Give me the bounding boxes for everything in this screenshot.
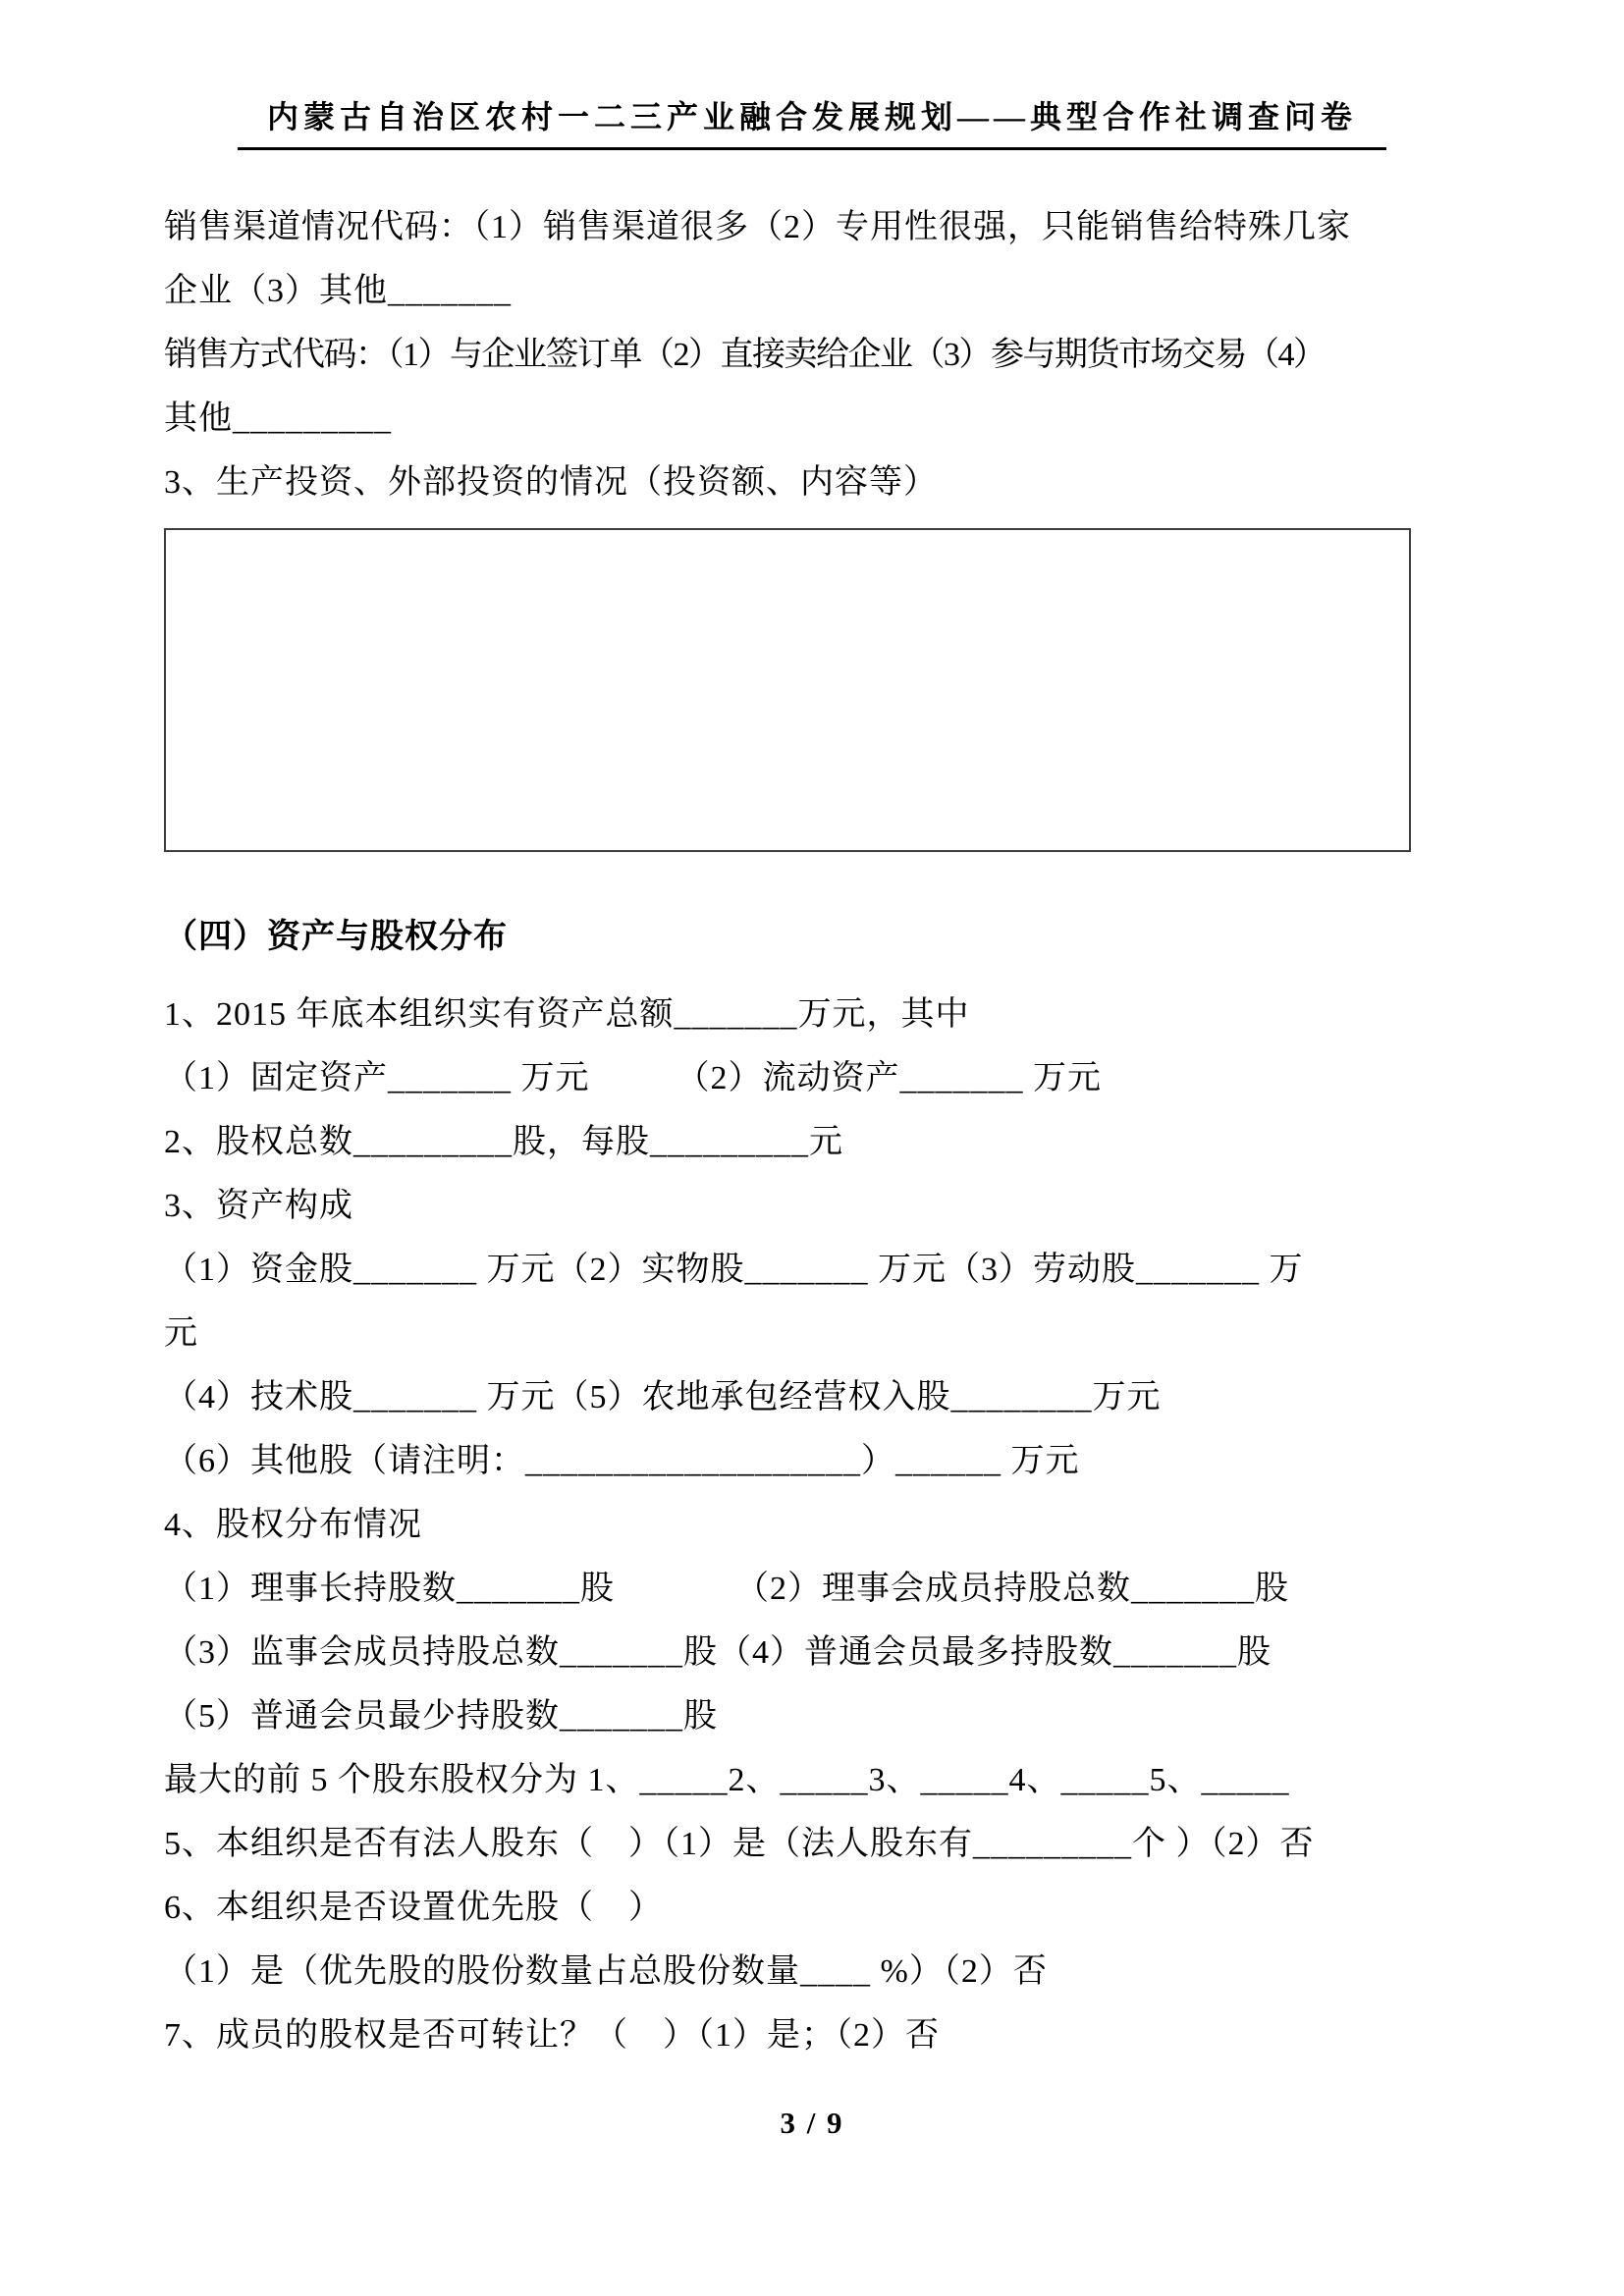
q3-composition-items-line-3: （6）其他股（请注明：___________________）______ 万元 [164, 1443, 1080, 1479]
q4-share-distribution-label: 4、股权分布情况 [164, 1507, 422, 1543]
investment-answer-box [164, 528, 1411, 852]
question-3-investment-label: 3、生产投资、外部投资的情况（投资额、内容等） [164, 464, 938, 501]
q3-composition-items-line-2: （4）技术股_______ 万元（5）农地承包经营权入股________万元 [164, 1379, 1162, 1415]
q1-total-assets-line: 1、2015 年底本组织实有资产总额_______万元，其中 [164, 996, 970, 1033]
q1-fixed-current-assets-line: （1）固定资产_______ 万元 （2）流动资产_______ 万元 [164, 1060, 1102, 1096]
q4-items-1-2-line: （1）理事长持股数_______股 （2）理事会成员持股总数_______股 [164, 1571, 1289, 1607]
q3-asset-composition-label: 3、资产构成 [164, 1188, 353, 1224]
q5-corporate-shareholder-line: 5、本组织是否有法人股东（ ）（1）是（法人股东有_________个 ）（2）否 [164, 1826, 1315, 1862]
sales-channel-code-line-1: 销售渠道情况代码：（1）销售渠道很多（2）专用性很强，只能销售给特殊几家 [164, 209, 1351, 245]
page-header-title: 内蒙古自治区农村一二三产业融合发展规划——典型合作社调查问卷 [266, 99, 1357, 134]
section-4-heading: （四）资产与股权分布 [164, 919, 508, 955]
q3-composition-items-line-1: （1）资金股_______ 万元（2）实物股_______ 万元（3）劳动股_______ 万 [164, 1252, 1304, 1288]
sales-channel-code-line-2: 企业（3）其他_______ [164, 273, 512, 309]
q6-preferred-stock-line: 6、本组织是否设置优先股（ ） [164, 1890, 663, 1926]
page-number: 3 / 9 [780, 2106, 844, 2140]
q6-preferred-stock-detail-line: （1）是（优先股的股份数量占总股份数量____ %）（2）否 [164, 1953, 1048, 1990]
sales-method-code-line-2: 其他_________ [164, 400, 392, 437]
page-body [164, 195, 1428, 2067]
q2-total-shares-line: 2、股权总数_________股，每股_________元 [164, 1124, 843, 1160]
page-header [238, 0, 1386, 150]
q7-share-transfer-line: 7、成员的股权是否可转让？（ ）（1）是；（2）否 [164, 2017, 940, 2054]
q3-composition-items-line-1-cont: 元 [164, 1315, 198, 1352]
sales-method-code-line-1: 销售方式代码：（1）与企业签订单（2）直接卖给企业（3）参与期货市场交易（4） [164, 337, 1326, 373]
q4-top5-shareholders-line: 最大的前 5 个股东股权分为 1、_____2、_____3、_____4、_____5、_____ [164, 1762, 1290, 1798]
q4-items-3-4-line: （3）监事会成员持股总数_______股（4）普通会员最多持股数_______股 [164, 1634, 1272, 1671]
q4-item-5-line: （5）普通会员最少持股数_______股 [164, 1698, 718, 1735]
